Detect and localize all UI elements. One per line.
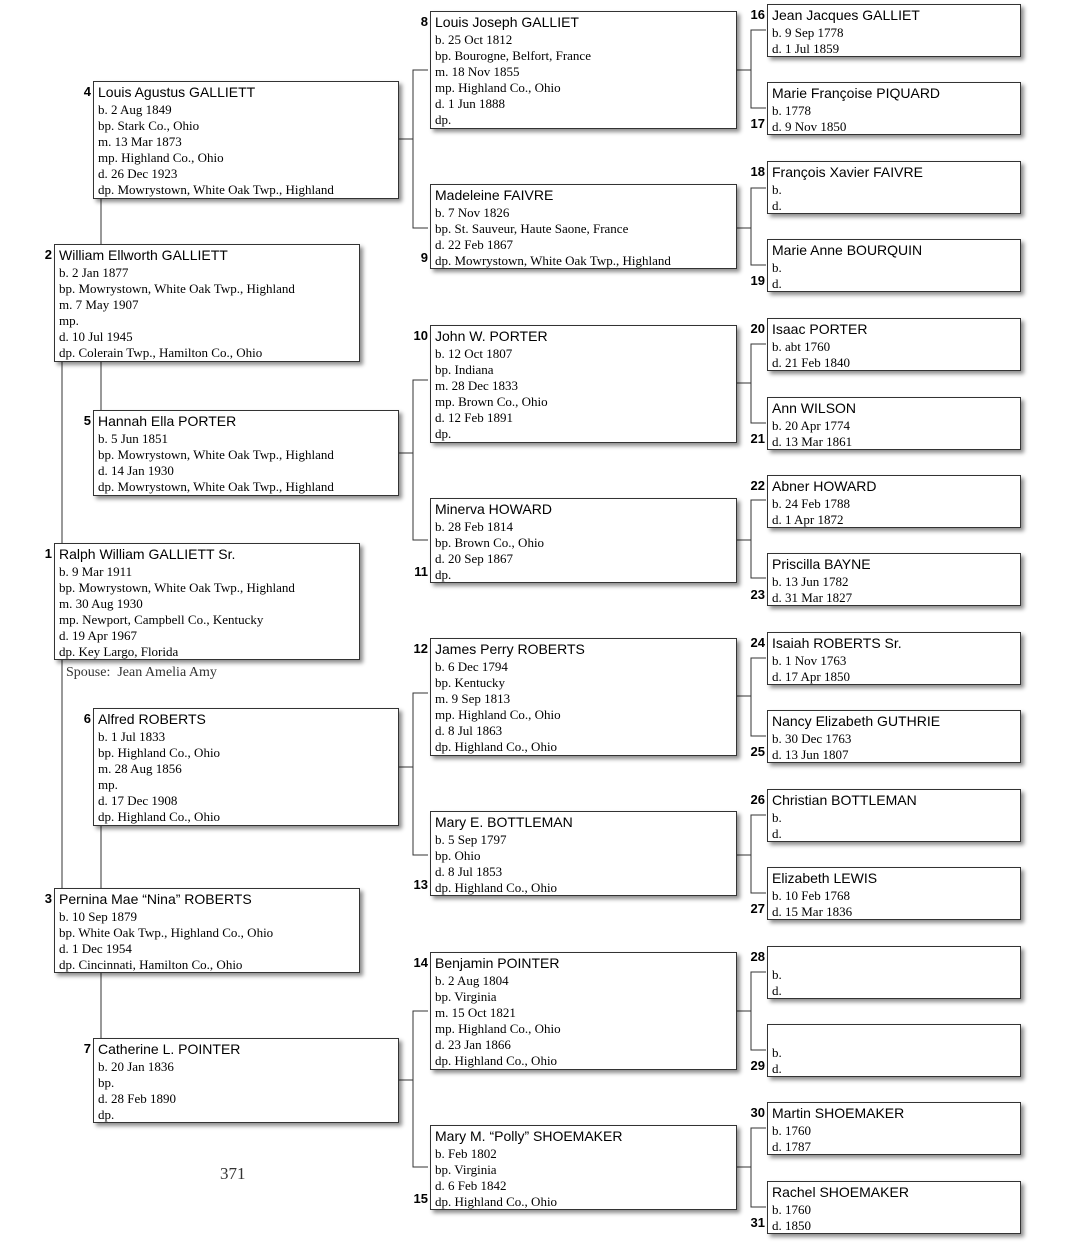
person-detail: d. 1 Dec 1954 (59, 941, 132, 956)
person-detail: d. 12 Feb 1891 (435, 410, 513, 425)
person-box-5 (83, 410, 399, 496)
ahnentafel-number: 9 (420, 250, 428, 265)
person-box-21 (750, 397, 1021, 450)
person-detail: b. 1760 (772, 1123, 811, 1138)
person-detail: dp. (435, 567, 452, 582)
ahnentafel-number: 5 (83, 413, 91, 428)
person-detail: d. 8 Jul 1853 (435, 864, 503, 879)
person-detail: d. 6 Feb 1842 (435, 1178, 507, 1193)
person-detail: b. 24 Feb 1788 (772, 496, 850, 511)
person-name: Isaiah ROBERTS Sr. (772, 635, 902, 651)
person-detail: d. (772, 983, 782, 998)
person-box-19 (750, 239, 1021, 292)
person-name: Louis Agustus GALLIETT (98, 84, 256, 100)
person-detail: dp. (435, 112, 452, 127)
person-detail: dp. Cincinnati, Hamilton Co., Ohio (59, 957, 243, 972)
person-box-1 (44, 543, 360, 660)
person-detail: bp. Ohio (435, 848, 481, 863)
ahnentafel-number: 25 (750, 744, 765, 759)
person-box-16 (750, 4, 1021, 57)
spouse-name: Jean Amelia Amy (117, 665, 217, 680)
ahnentafel-number: 10 (413, 328, 428, 343)
ahnentafel-number: 16 (750, 7, 765, 22)
person-detail: b. 2 Aug 1849 (98, 102, 172, 117)
person-detail: m. 9 Sep 1813 (435, 691, 511, 706)
ahnentafel-number: 23 (750, 587, 765, 602)
ahnentafel-number: 11 (414, 564, 428, 579)
person-detail: d. 26 Dec 1923 (98, 166, 178, 181)
person-detail: dp. Mowrystown, White Oak Twp., Highland (435, 253, 671, 268)
person-box-11 (414, 498, 737, 583)
ahnentafel-number: 15 (413, 1191, 428, 1206)
person-detail: d. (772, 1061, 782, 1076)
person-box-4 (83, 81, 399, 199)
person-box-29 (750, 1024, 1021, 1077)
person-detail: b. (772, 260, 782, 275)
person-box-6 (83, 708, 399, 826)
person-detail: bp. White Oak Twp., Highland Co., Ohio (59, 925, 274, 940)
person-name: Minerva HOWARD (435, 501, 552, 517)
person-name: Ralph William GALLIETT Sr. (59, 546, 236, 562)
person-detail: m. 28 Dec 1833 (435, 378, 519, 393)
person-box-12 (413, 638, 737, 756)
person-detail: b. 10 Sep 1879 (59, 909, 137, 924)
person-box-23 (750, 553, 1021, 606)
person-detail: d. 1 Jul 1859 (772, 41, 840, 56)
ahnentafel-number: 1 (44, 546, 52, 561)
person-detail: b. 2 Jan 1877 (59, 265, 129, 280)
ahnentafel-number: 8 (420, 14, 428, 29)
person-detail: b. (772, 810, 782, 825)
person-detail: dp. Key Largo, Florida (59, 644, 179, 659)
person-detail: b. 1778 (772, 103, 811, 118)
person-detail: b. 2 Aug 1804 (435, 973, 509, 988)
person-detail: mp. Newport, Campbell Co., Kentucky (59, 612, 264, 627)
person-detail: d. 17 Dec 1908 (98, 793, 178, 808)
person-detail: d. 19 Apr 1967 (59, 628, 137, 643)
person-name: Alfred ROBERTS (98, 711, 206, 727)
person-detail: d. 15 Mar 1836 (772, 904, 853, 919)
person-name: Elizabeth LEWIS (772, 870, 878, 886)
person-detail: d. 28 Feb 1890 (98, 1091, 176, 1106)
ahnentafel-number: 20 (750, 321, 765, 336)
person-detail: d. 13 Mar 1861 (772, 434, 853, 449)
ahnentafel-number: 29 (750, 1058, 765, 1073)
person-detail: d. 1787 (772, 1139, 811, 1154)
ahnentafel-number: 6 (83, 711, 91, 726)
person-detail: b. Feb 1802 (435, 1146, 497, 1161)
person-detail: bp. Kentucky (435, 675, 506, 690)
person-box-17 (750, 82, 1021, 135)
person-box-15 (413, 1125, 737, 1210)
person-detail: bp. Brown Co., Ohio (435, 535, 545, 550)
person-detail: b. 6 Dec 1794 (435, 659, 508, 674)
ahnentafel-number: 17 (750, 116, 765, 131)
person-name: Madeleine FAIVRE (435, 187, 554, 203)
person-name (772, 1027, 1020, 1044)
ahnentafel-number: 2 (44, 247, 52, 262)
person-detail: m. 15 Oct 1821 (435, 1005, 516, 1020)
person-box-22 (750, 475, 1021, 528)
person-detail: d. 20 Sep 1867 (435, 551, 513, 566)
person-detail: b. 13 Jun 1782 (772, 574, 849, 589)
person-detail: bp. St. Sauveur, Haute Saone, France (435, 221, 629, 236)
person-detail: dp. Highland Co., Ohio (435, 739, 558, 754)
person-name: Isaac PORTER (772, 321, 868, 337)
person-name: Marie Anne BOURQUIN (772, 242, 923, 258)
person-detail: m. 28 Aug 1856 (98, 761, 182, 776)
person-detail: d. 13 Jun 1807 (772, 747, 849, 762)
person-detail: m. 13 Mar 1873 (98, 134, 182, 149)
person-name: William Ellworth GALLIETT (59, 247, 228, 263)
person-name: Nancy Elizabeth GUTHRIE (772, 713, 941, 729)
person-box-20 (750, 318, 1021, 371)
person-detail: d. (772, 826, 782, 841)
person-detail: dp. Highland Co., Ohio (98, 809, 221, 824)
person-box-13 (413, 811, 737, 896)
person-detail: mp. (59, 313, 79, 328)
person-detail: d. 14 Jan 1930 (98, 463, 174, 478)
person-detail: d. 8 Jul 1863 (435, 723, 503, 738)
person-box-28 (750, 946, 1021, 999)
person-name: Catherine L. POINTER (98, 1041, 241, 1057)
ahnentafel-number: 3 (44, 891, 52, 906)
ahnentafel-number: 18 (750, 164, 765, 179)
person-detail: m. 18 Nov 1855 (435, 64, 520, 79)
person-name: Louis Joseph GALLIET (435, 14, 579, 30)
ahnentafel-number: 31 (750, 1215, 765, 1230)
person-box-25 (750, 710, 1021, 763)
spouse-line (66, 665, 217, 681)
person-box-2 (44, 244, 360, 362)
ahnentafel-number: 13 (413, 877, 428, 892)
person-detail: bp. Virginia (435, 1162, 497, 1177)
person-detail: d. 17 Apr 1850 (772, 669, 850, 684)
person-box-31 (750, 1181, 1021, 1234)
ahnentafel-number: 14 (413, 955, 428, 970)
ahnentafel-number: 22 (750, 478, 765, 493)
person-detail: mp. Highland Co., Ohio (435, 707, 561, 722)
person-box-30 (750, 1102, 1021, 1155)
person-detail: b. 12 Oct 1807 (435, 346, 513, 361)
person-detail: b. 28 Feb 1814 (435, 519, 513, 534)
person-box-3 (44, 888, 360, 973)
ahnentafel-number: 19 (750, 273, 765, 288)
person-detail: d. (772, 276, 782, 291)
person-name: James Perry ROBERTS (435, 641, 585, 657)
person-detail: d. (772, 198, 782, 213)
person-detail: d. 31 Mar 1827 (772, 590, 853, 605)
person-name: Benjamin POINTER (435, 955, 560, 971)
person-name: Pernina Mae “Nina” ROBERTS (59, 891, 252, 907)
person-detail: b. (772, 182, 782, 197)
person-detail: b. 7 Nov 1826 (435, 205, 510, 220)
person-detail: dp. Highland Co., Ohio (435, 1194, 558, 1209)
person-detail: bp. Mowrystown, White Oak Twp., Highland (59, 580, 295, 595)
person-detail: d. 1 Apr 1872 (772, 512, 844, 527)
person-name: Marie Françoise PIQUARD (772, 85, 941, 101)
person-detail: bp. Virginia (435, 989, 497, 1004)
person-detail: mp. Highland Co., Ohio (98, 150, 224, 165)
person-name: Martin SHOEMAKER (772, 1105, 905, 1121)
ahnentafel-number: 21 (750, 431, 765, 446)
person-detail: b. 1 Jul 1833 (98, 729, 166, 744)
person-name: John W. PORTER (435, 328, 548, 344)
person-detail: d. 23 Jan 1866 (435, 1037, 511, 1052)
person-name: François Xavier FAIVRE (772, 164, 923, 180)
person-detail: dp. Highland Co., Ohio (435, 1053, 558, 1068)
person-detail: b. abt 1760 (772, 339, 831, 354)
person-box-18 (750, 161, 1021, 214)
person-name: Mary M. “Polly” SHOEMAKER (435, 1128, 623, 1144)
person-detail: d. 9 Nov 1850 (772, 119, 847, 134)
ahnentafel-number: 24 (750, 635, 765, 650)
person-detail: dp. (98, 1107, 115, 1122)
person-detail: dp. Mowrystown, White Oak Twp., Highland (98, 182, 334, 197)
person-detail: dp. Colerain Twp., Hamilton Co., Ohio (59, 345, 263, 360)
spouse-label: Spouse: (66, 665, 111, 680)
person-detail: mp. Highland Co., Ohio (435, 1021, 561, 1036)
person-detail: b. 1760 (772, 1202, 811, 1217)
person-detail: b. 25 Oct 1812 (435, 32, 513, 47)
person-detail: bp. Indiana (435, 362, 494, 377)
person-detail: d. 10 Jul 1945 (59, 329, 133, 344)
person-box-27 (750, 867, 1021, 920)
person-detail: bp. Highland Co., Ohio (98, 745, 221, 760)
person-detail: d. 1850 (772, 1218, 811, 1233)
person-detail: b. 9 Sep 1778 (772, 25, 844, 40)
person-box-8 (420, 11, 737, 129)
ahnentafel-number: 27 (750, 901, 765, 916)
person-name: Hannah Ella PORTER (98, 413, 237, 429)
person-name: Mary E. BOTTLEMAN (435, 814, 573, 830)
person-box-26 (750, 789, 1021, 842)
person-box-7 (83, 1038, 399, 1123)
person-detail: b. 20 Jan 1836 (98, 1059, 174, 1074)
person-detail: dp. Mowrystown, White Oak Twp., Highland (98, 479, 334, 494)
person-name: Christian BOTTLEMAN (772, 792, 917, 808)
person-detail: dp. Highland Co., Ohio (435, 880, 558, 895)
person-box-10 (413, 325, 737, 443)
person-detail: bp. (98, 1075, 115, 1090)
person-detail: d. 22 Feb 1867 (435, 237, 513, 252)
person-detail: d. 1 Jun 1888 (435, 96, 506, 111)
person-detail: m. 7 May 1907 (59, 297, 139, 312)
ahnentafel-number: 7 (83, 1041, 91, 1056)
person-detail: b. 9 Mar 1911 (59, 564, 133, 579)
person-detail: b. (772, 967, 782, 982)
person-detail: bp. Mowrystown, White Oak Twp., Highland (98, 447, 334, 462)
person-detail: b. 10 Feb 1768 (772, 888, 850, 903)
person-detail: b. 20 Apr 1774 (772, 418, 850, 433)
person-detail: mp. (98, 777, 118, 792)
person-detail: bp. Mowrystown, White Oak Twp., Highland (59, 281, 295, 296)
person-box-24 (750, 632, 1021, 685)
person-detail: dp. (435, 426, 452, 441)
person-detail: b. 5 Sep 1797 (435, 832, 507, 847)
person-name: Abner HOWARD (772, 478, 877, 494)
person-box-14 (413, 952, 737, 1070)
person-name: Priscilla BAYNE (772, 556, 871, 572)
person-detail: b. 5 Jun 1851 (98, 431, 169, 446)
person-name: Jean Jacques GALLIET (772, 7, 920, 23)
person-name (772, 949, 1020, 966)
person-detail: bp. Bourogne, Belfort, France (435, 48, 591, 63)
ahnentafel-number: 12 (413, 641, 428, 656)
ahnentafel-number: 30 (750, 1105, 765, 1120)
person-detail: d. 21 Feb 1840 (772, 355, 850, 370)
person-name: Rachel SHOEMAKER (772, 1184, 909, 1200)
ahnentafel-number: 4 (83, 84, 91, 99)
person-detail: m. 30 Aug 1930 (59, 596, 143, 611)
person-box-9 (420, 184, 737, 269)
person-detail: mp. Brown Co., Ohio (435, 394, 548, 409)
person-detail: bp. Stark Co., Ohio (98, 118, 200, 133)
person-name: Ann WILSON (772, 400, 857, 416)
ahnentafel-number: 28 (750, 949, 765, 964)
person-detail: b. 1 Nov 1763 (772, 653, 847, 668)
person-detail: mp. Highland Co., Ohio (435, 80, 561, 95)
ahnentafel-number: 26 (750, 792, 765, 807)
page-number: 371 (220, 1164, 246, 1183)
person-detail: b. 30 Dec 1763 (772, 731, 852, 746)
person-detail: b. (772, 1045, 782, 1060)
